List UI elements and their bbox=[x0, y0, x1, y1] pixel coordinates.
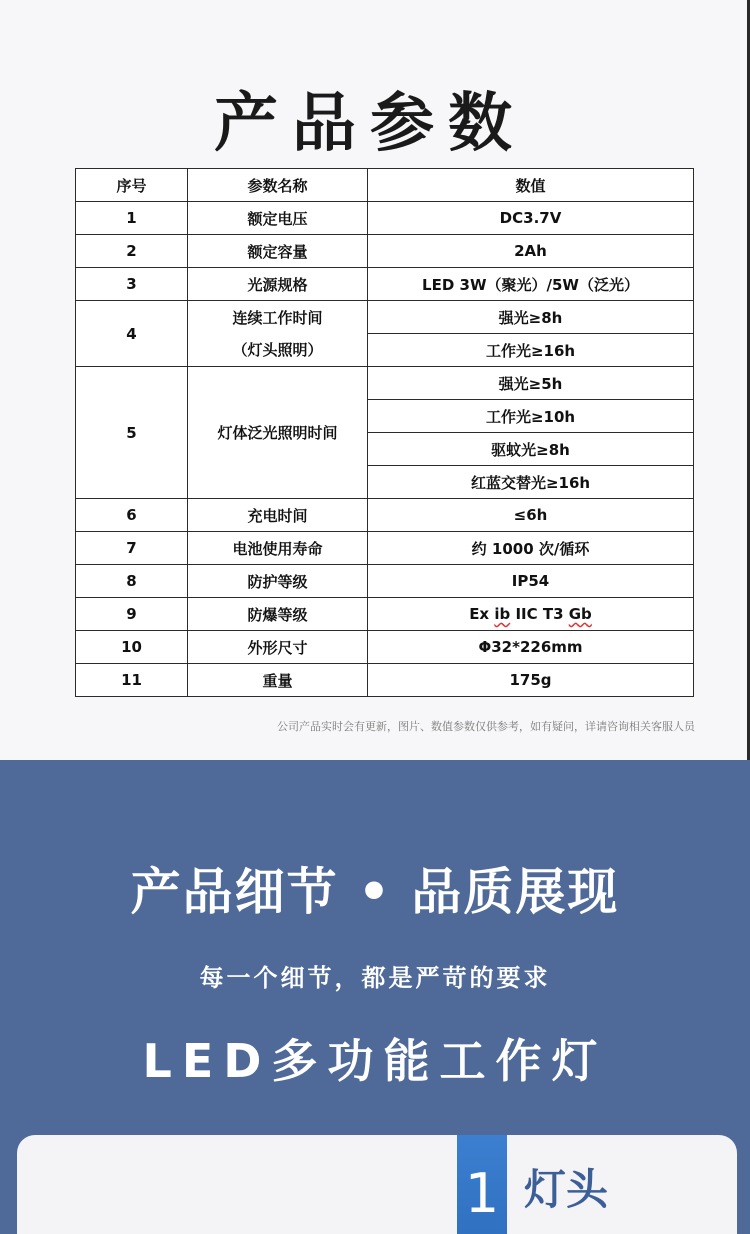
row-name: 电池使用寿命 bbox=[188, 532, 368, 565]
table-row bbox=[76, 301, 694, 334]
row-value: 175g bbox=[368, 664, 694, 697]
row-no: 1 bbox=[76, 202, 188, 235]
spellcheck-underlined-word: Gb bbox=[568, 605, 592, 623]
row-no: 9 bbox=[76, 598, 188, 631]
row-name: 光源规格 bbox=[188, 268, 368, 301]
row-no: 2 bbox=[76, 235, 188, 268]
header-no: 序号 bbox=[76, 169, 188, 202]
detail-section bbox=[0, 760, 750, 1234]
disclaimer: 公司产品实时会有更新，图片、数值参数仅供参考，如有疑问，详请咨询相关客服人员 bbox=[277, 720, 695, 733]
row-value: 工作光≥10h bbox=[368, 400, 694, 433]
row-value: 工作光≥16h bbox=[368, 334, 694, 367]
product-name: LED多功能工作灯 bbox=[142, 1034, 608, 1088]
row-name-line: （灯头照明） bbox=[232, 340, 323, 359]
table-row bbox=[76, 631, 694, 664]
spec-table bbox=[75, 168, 694, 697]
table-row bbox=[76, 532, 694, 565]
table-row bbox=[76, 565, 694, 598]
row-name: 充电时间 bbox=[188, 499, 368, 532]
row-value: 2Ah bbox=[368, 235, 694, 268]
row-no: 10 bbox=[76, 631, 188, 664]
row-value: Φ32*226mm bbox=[368, 631, 694, 664]
row-value: 强光≥5h bbox=[368, 367, 694, 400]
detail-card bbox=[17, 1135, 737, 1234]
table-row bbox=[76, 499, 694, 532]
table-row bbox=[76, 598, 694, 631]
spellcheck-underlined-word: ib bbox=[494, 605, 511, 623]
row-value: 驱蚊光≥8h bbox=[368, 433, 694, 466]
table-header-row bbox=[76, 169, 694, 202]
row-no: 7 bbox=[76, 532, 188, 565]
row-no: 8 bbox=[76, 565, 188, 598]
row-name: 额定电压 bbox=[188, 202, 368, 235]
row-no: 5 bbox=[76, 367, 188, 499]
row-name: 防爆等级 bbox=[188, 598, 368, 631]
row-no: 3 bbox=[76, 268, 188, 301]
spec-title: 产品参数 bbox=[214, 87, 526, 161]
row-name: 重量 bbox=[188, 664, 368, 697]
header-value: 数值 bbox=[368, 169, 694, 202]
number-badge: 1 bbox=[457, 1135, 507, 1234]
table-row bbox=[76, 202, 694, 235]
row-name: 外形尺寸 bbox=[188, 631, 368, 664]
row-name: 额定容量 bbox=[188, 235, 368, 268]
row-value: IP54 bbox=[368, 565, 694, 598]
row-value: ≤6h bbox=[368, 499, 694, 532]
detail-subtitle: 每一个细节，都是严苛的要求 bbox=[199, 964, 551, 992]
row-value: 约 1000 次/循环 bbox=[368, 532, 694, 565]
detail-title: 产品细节 • 品质展现 bbox=[130, 863, 620, 921]
table-row bbox=[76, 367, 694, 400]
row-value: 强光≥8h bbox=[368, 301, 694, 334]
row-name: 灯体泛光照明时间 bbox=[188, 367, 368, 499]
table-row bbox=[76, 268, 694, 301]
table-row bbox=[76, 235, 694, 268]
row-no: 4 bbox=[76, 301, 188, 367]
row-no: 6 bbox=[76, 499, 188, 532]
value-part: Ex bbox=[469, 605, 495, 623]
row-value: DC3.7V bbox=[368, 202, 694, 235]
row-value bbox=[368, 598, 694, 631]
row-value: 红蓝交替光≥16h bbox=[368, 466, 694, 499]
card-label: 灯头 bbox=[524, 1165, 609, 1214]
header-name: 参数名称 bbox=[188, 169, 368, 202]
row-name-line: 连续工作时间 bbox=[232, 308, 323, 327]
value-part: IIC T3 bbox=[510, 605, 569, 623]
table-row bbox=[76, 664, 694, 697]
row-no: 11 bbox=[76, 664, 188, 697]
row-name bbox=[188, 301, 368, 367]
row-value: LED 3W（聚光）/5W（泛光） bbox=[368, 268, 694, 301]
row-name: 防护等级 bbox=[188, 565, 368, 598]
